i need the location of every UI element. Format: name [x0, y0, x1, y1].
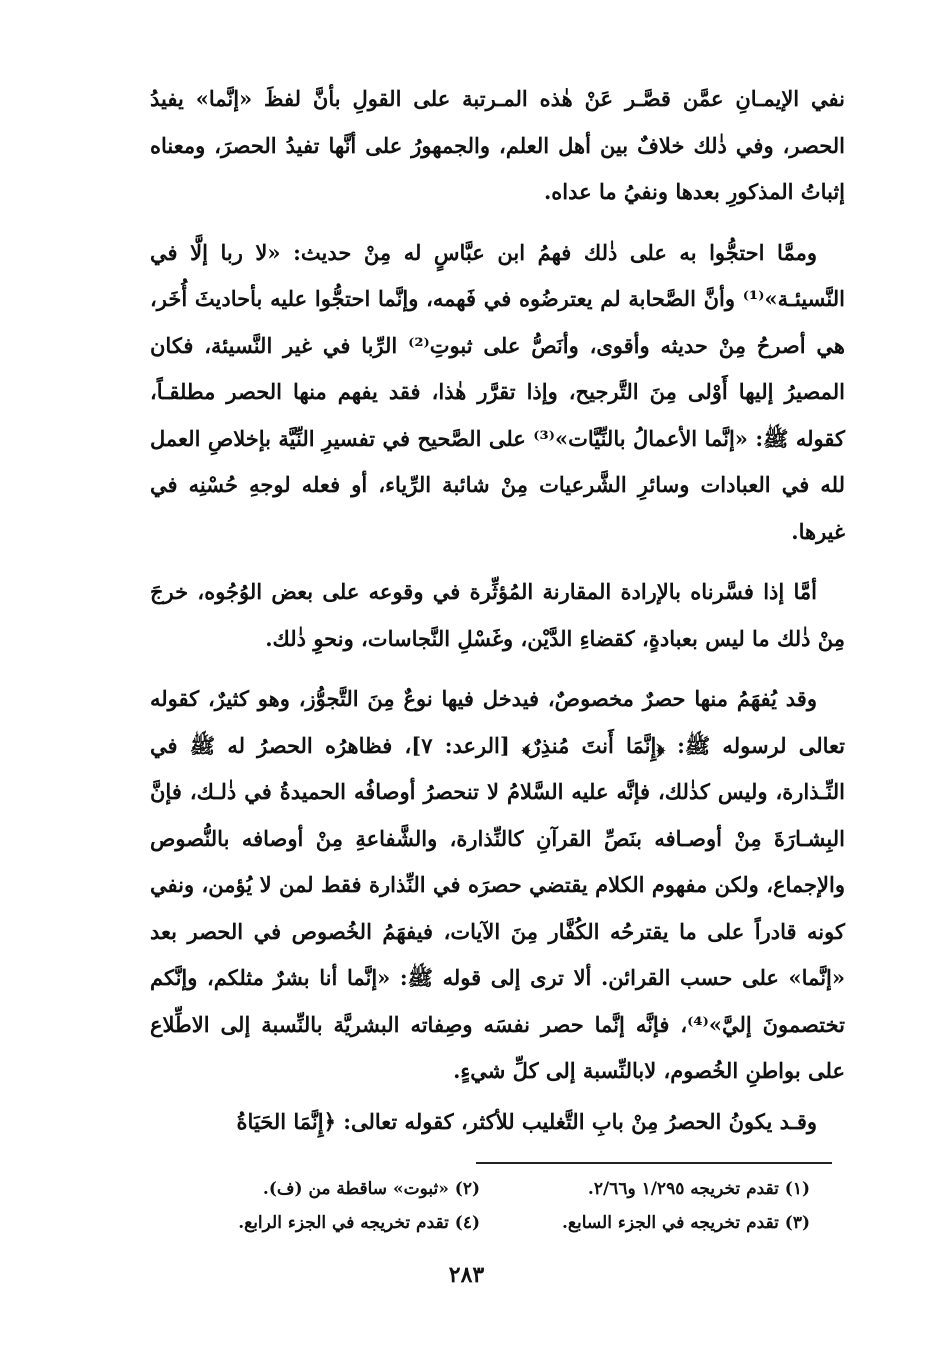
footnotes [150, 1172, 810, 1240]
paragraph-1: نفي الإيمـانِ عمَّن قصَّـر عَنْ هٰذه المـرتبة على القولِ بأنَّ لفظَ «إنَّما» يفيدُ الحصر، وفي ذٰلك خلافٌ بين أهل العلم، والجمهورُ على أنَّها تفيدُ الحصرَ، ومعناه إثباتُ المذكورِ بعدها ونفيُ ما عداه. [150, 86, 845, 204]
footnote-2: (٢) «ثبوت» ساقطة من (ف). [262, 1179, 480, 1199]
paragraph-4: وقد يُفهَمُ منها حصرٌ مخصوصٌ، فيدخل فيها نوعٌ مِنَ التَّجوُّز، وهو كثيرٌ، كقوله تعالى لرسوله ﷺ: ﴿إِنَّمَا أَنتَ مُنذِرٌ﴾ [الرعد: ٧]، فظاهرُه الحصرُ له ﷺ في النِّـذارة، وليس كذٰلك، فإنَّه عليه السَّلامُ لا تنحصرُ أوصافُه الحميدةُ في ذٰلـك، فإنَّ البِشـارَةَ مِنْ أوصـافه بنَصِّ القرآنِ كالنِّذارة، والشَّفاعةِ مِنْ أوصافه بالنُّصوص والإجماع، ولكن مفهوم الكلام يقتضي حصرَه في النِّذارة فقط لمن لا يُؤمن، ونفي كونه قادراً على ما يقترحُه الكُفَّار مِنَ الآيات، فيفهَمُ الخُصوص في الحصر بعد «إنَّما» على حسب القرائن. ألا ترى إلى قوله ﷺ: «إنَّما أنا بشرٌ مثلكم، وإنَّكم تختصمونَ إليَّ»⁽⁴⁾، فإنَّه إنَّما حصر نفسَه وصِفاته البشريَّة بالنِّسبة إلى الاطِّلاع على بواطنِ الخُصوم، لابالنِّسبة إلى كلِّ شيءٍ. [150, 686, 845, 1083]
footnote-row [150, 1172, 810, 1206]
footnote-3: (٣) تقدم تخريجه في الجزء السابع. [562, 1213, 810, 1233]
paragraph-5: وقـد يكونُ الحصرُ مِنْ بابِ التَّغليب للأكثر، كقوله تعالى: ﴿إِنَّمَا الحَيَاةُ [236, 1108, 817, 1134]
footnote-divider [476, 1162, 832, 1164]
footnote-1: (١) تقدم تخريجه ١/٢٩٥ و٢/٦٦. [587, 1179, 810, 1199]
page-number: ٢٨٣ [448, 1262, 485, 1288]
paragraph-3: أمَّا إذا فسَّرناه بالإرادة المقارنة المُؤثِّرة في وقوعه على بعض الوُجُوه، خرجَ مِنْ ذٰلك ما ليس بعبادةٍ، كقضاءِ الدَّيْن، وغَسْلِ النَّجاسات، ونحوِ ذٰلك. [150, 579, 845, 651]
footnote-row [150, 1206, 810, 1240]
main-text [150, 76, 845, 1145]
footnote-4: (٤) تقدم تخريجه في الجزء الرابع. [238, 1213, 480, 1233]
paragraph-2: وممَّا احتجُّوا به على ذٰلك فهمُ ابن عبَّاسٍ له مِنْ حديث: «لا ربا إلَّا في النَّسيئـة»⁽¹⁾ وأنَّ الصَّحابة لم يعترضُوه في فَهمه، وإنَّما احتجُّوا عليه بأحاديثَ أُخَر، هي أصرحُ مِنْ حديثه وأقوى، وأنَصُّ على ثبوتِ⁽²⁾ الرِّبا في غير النَّسيئة، فكان المصيرُ إليها أَوْلى مِنَ التَّرجيح، وإذا تقرَّر هٰذا، فقد يفهم منها الحصر مطلقـاً، كقوله ﷺ: «إنَّما الأعمالُ بالنِّيَّات»⁽³⁾ على الصَّحيح في تفسيرِ النِّيَّة بإخلاصِ العمل لله في العبادات وسائرِ الشَّرعيات مِنْ شائبة الرِّياء، أو فعله لوجهِ حُسْنِه في غيرها. [150, 239, 845, 544]
